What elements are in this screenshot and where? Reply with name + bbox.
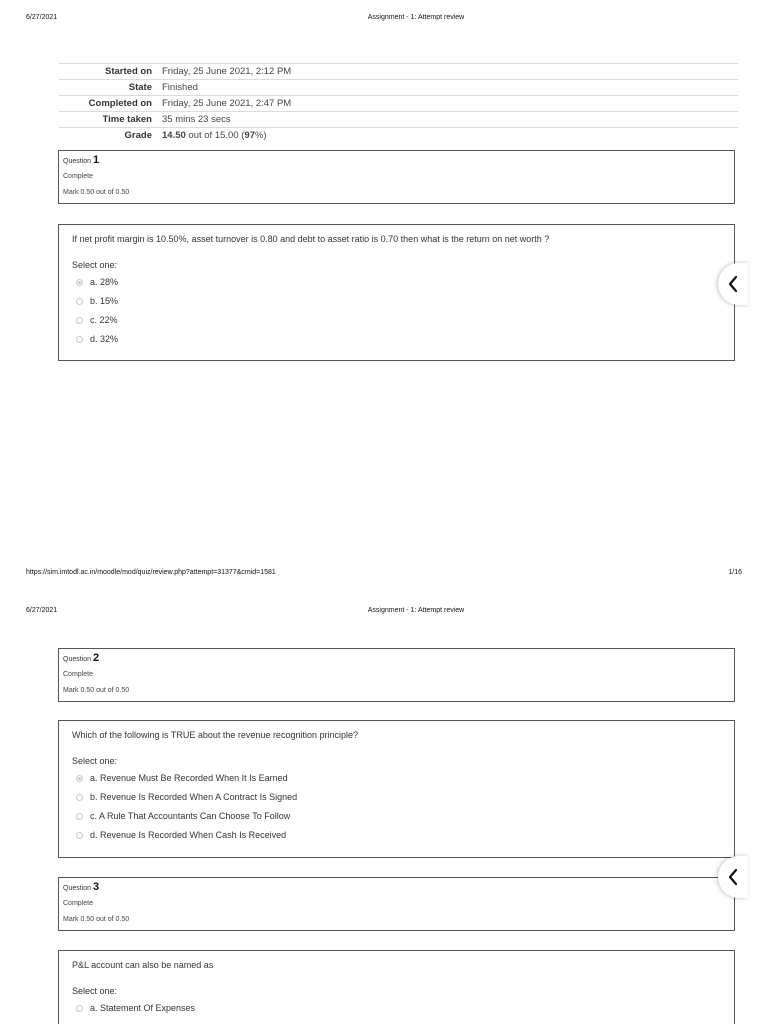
radio-icon[interactable] xyxy=(76,336,83,343)
option-label: a. Revenue Must Be Recorded When It Is Earned xyxy=(90,773,288,783)
option-label: d. Revenue Is Recorded When Cash Is Received xyxy=(90,830,287,840)
chevron-left-icon xyxy=(727,275,739,293)
select-one-prompt: Select one: xyxy=(72,260,118,270)
answer-option-d[interactable] xyxy=(72,330,734,349)
answer-option-c[interactable] xyxy=(72,807,734,826)
summary-value: Friday, 25 June 2021, 2:47 PM xyxy=(162,98,292,109)
question-3-info xyxy=(58,877,735,931)
grade-percent: 97 xyxy=(244,130,255,141)
select-one-prompt: Select one: xyxy=(72,756,118,766)
question-label: Question xyxy=(63,158,92,165)
summary-label: Grade xyxy=(124,130,152,141)
summary-label: Started on xyxy=(105,66,152,77)
answer-option-a[interactable] xyxy=(72,273,734,292)
question-number xyxy=(63,652,734,666)
print-date: 6/27/2021 xyxy=(26,14,58,21)
question-text: P&L account can also be named as xyxy=(72,960,214,970)
summary-row-completed xyxy=(59,96,738,112)
question-text: Which of the following is TRUE about the revenue recognition principle? xyxy=(72,730,358,740)
question-1-info xyxy=(58,150,735,204)
print-date: 6/27/2021 xyxy=(26,607,58,614)
radio-icon[interactable] xyxy=(76,1005,83,1012)
radio-icon[interactable] xyxy=(76,794,83,801)
summary-row-state xyxy=(59,80,738,96)
radio-icon[interactable] xyxy=(76,317,83,324)
radio-selected-icon[interactable] xyxy=(76,279,83,286)
option-label: a. 28% xyxy=(90,277,119,287)
question-number xyxy=(63,881,734,895)
question-status: Complete xyxy=(63,900,93,907)
answer-option-b[interactable] xyxy=(72,788,734,807)
question-label: Question xyxy=(63,656,92,663)
select-one-prompt: Select one: xyxy=(72,986,118,996)
print-footer-page-1 xyxy=(0,569,768,581)
question-2-info xyxy=(58,648,735,702)
option-label: d. 32% xyxy=(90,334,119,344)
summary-row-grade xyxy=(59,128,738,144)
radio-selected-icon[interactable] xyxy=(76,775,83,782)
question-mark: Mark 0.50 out of 0.50 xyxy=(63,189,130,196)
summary-label: Time taken xyxy=(102,114,152,125)
question-label: Question xyxy=(63,885,92,892)
answer-option-a[interactable] xyxy=(72,769,734,788)
radio-icon[interactable] xyxy=(76,832,83,839)
option-label: c. A Rule That Accountants Can Choose To Follow xyxy=(90,811,291,821)
print-page-number: 1/16 xyxy=(728,569,742,576)
question-3-content xyxy=(58,950,735,1024)
option-label: c. 22% xyxy=(90,315,118,325)
summary-row-time-taken xyxy=(59,112,738,128)
radio-icon[interactable] xyxy=(76,813,83,820)
answer-option-b[interactable] xyxy=(72,292,734,311)
summary-label: Completed on xyxy=(88,98,152,109)
answer-option-d[interactable] xyxy=(72,826,734,845)
summary-value: 35 mins 23 secs xyxy=(162,114,231,125)
print-header-page-2 xyxy=(0,607,768,619)
question-number-value: 2 xyxy=(92,652,100,664)
radio-icon[interactable] xyxy=(76,298,83,305)
print-header-page-1 xyxy=(0,14,768,26)
question-1-content xyxy=(58,224,735,361)
answer-option-c[interactable] xyxy=(72,311,734,330)
answer-option-a[interactable] xyxy=(72,999,734,1018)
option-label: b. Revenue Is Recorded When A Contract Is Signed xyxy=(90,792,298,802)
question-number-value: 1 xyxy=(92,154,100,166)
print-url: https://sim.imtodl.ac.in/moodle/mod/quiz/review.php?attempt=31377&cmid=1581 xyxy=(26,569,276,576)
question-number-value: 3 xyxy=(92,881,100,893)
question-text: If net profit margin is 10.50%, asset turnover is 0.80 and debt to asset ratio is 0.70 then what is the return on net worth ? xyxy=(72,234,550,244)
grade-out-of: out of 15.00 ( xyxy=(185,130,245,141)
attempt-summary-table xyxy=(59,63,738,143)
question-mark: Mark 0.50 out of 0.50 xyxy=(63,687,130,694)
summary-row-started xyxy=(59,64,738,80)
chevron-left-icon xyxy=(727,868,739,886)
print-title: Assignment - 1: Attempt review xyxy=(367,14,465,21)
summary-value: Friday, 25 June 2021, 2:12 PM xyxy=(162,66,292,77)
summary-value: Finished xyxy=(162,82,198,93)
option-label: a. Statement Of Expenses xyxy=(90,1003,196,1013)
grade-value xyxy=(157,128,738,144)
question-number xyxy=(63,154,734,168)
option-label: b. 15% xyxy=(90,296,119,306)
print-title: Assignment - 1: Attempt review xyxy=(367,607,465,614)
summary-label: State xyxy=(128,82,152,93)
grade-score: 14.50 xyxy=(162,130,186,141)
question-status: Complete xyxy=(63,173,93,180)
question-2-content xyxy=(58,720,735,858)
question-status: Complete xyxy=(63,671,93,678)
question-mark: Mark 0.50 out of 0.50 xyxy=(63,916,130,923)
grade-close: %) xyxy=(254,130,267,141)
